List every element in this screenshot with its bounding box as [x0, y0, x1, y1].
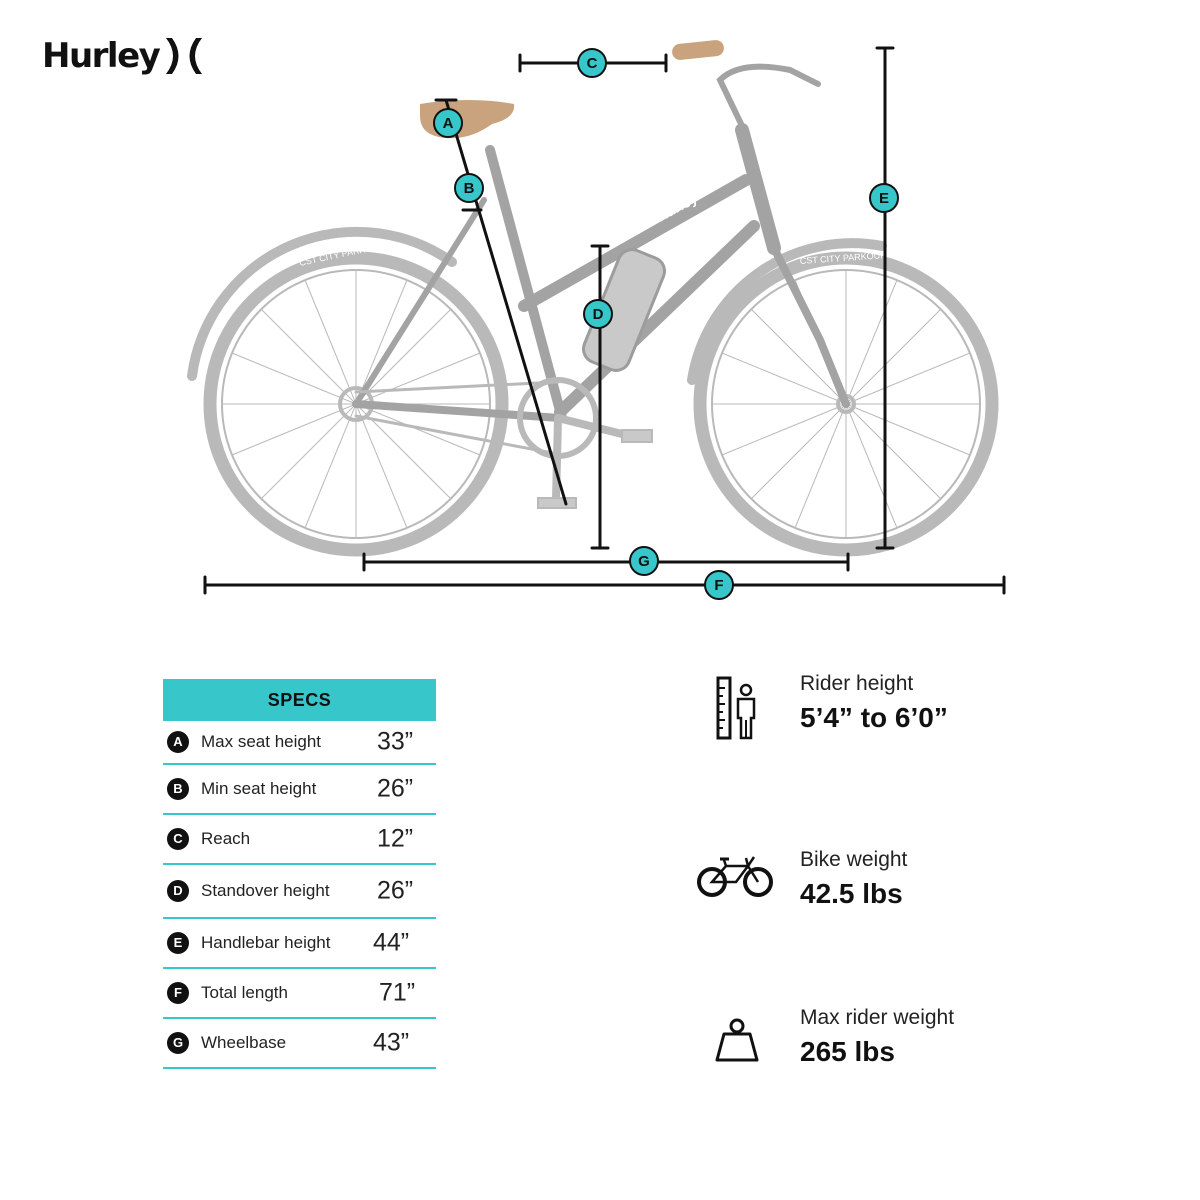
handlebar-grip [671, 39, 724, 60]
spec-label: Standover height [201, 881, 330, 900]
spec-value: 26” [377, 876, 414, 905]
spec-letter-badge: A [167, 731, 189, 753]
brand-name: Hurley [42, 36, 160, 76]
spec-letter-badge: B [167, 778, 189, 800]
spec-row-handlebar-height [163, 919, 436, 969]
stat-value: 5’4” to 6’0” [800, 702, 948, 733]
marker-g [630, 547, 658, 575]
marker-b [455, 174, 483, 202]
svg-text:A: A [442, 115, 454, 132]
marker-d [584, 300, 612, 328]
svg-text:G: G [638, 553, 650, 570]
frame-brand-text: Hurley [653, 190, 700, 225]
spec-label: Max seat height [201, 732, 322, 751]
svg-text:B: B [463, 180, 475, 197]
spec-row-wheelbase [163, 1019, 436, 1069]
stat-value: 42.5 lbs [800, 878, 903, 909]
spec-row-reach [163, 815, 436, 865]
specs-title: SPECS [163, 679, 436, 721]
spec-value: 71” [379, 978, 416, 1007]
spec-row-min-seat-height [163, 765, 436, 815]
svg-text:C: C [586, 55, 598, 72]
stat-label: Rider height [800, 672, 914, 695]
front-tire-text: CST CITY PARKOUR [799, 249, 887, 266]
spec-value: 33” [377, 727, 414, 756]
stat-label: Bike weight [800, 848, 908, 871]
stat-label: Max rider weight [800, 1006, 955, 1029]
spec-value: 44” [373, 928, 410, 957]
spec-letter-badge: G [167, 1032, 189, 1054]
spec-letter-badge: C [167, 828, 189, 850]
spec-row-standover-height [163, 865, 436, 919]
stat-max-rider-weight [800, 1006, 954, 1068]
stat-rider-height [800, 672, 948, 734]
spec-row-max-seat-height [163, 721, 436, 765]
spec-value: 12” [377, 824, 414, 853]
marker-c [578, 49, 606, 77]
ruler-person-icon [716, 676, 760, 742]
spec-label: Handlebar height [201, 933, 331, 952]
spec-value: 43” [373, 1028, 410, 1057]
marker-e [870, 184, 898, 212]
rear-tire-text: CST CITY PARKOUR [298, 240, 386, 268]
spec-label: Reach [201, 829, 251, 848]
spec-label: Total length [201, 983, 288, 1002]
dimension-markers [434, 49, 898, 599]
specs-table [163, 679, 436, 1069]
bicycle-icon [696, 852, 774, 898]
spec-letter-badge: F [167, 982, 189, 1004]
stat-value: 265 lbs [800, 1036, 895, 1067]
stat-bike-weight [800, 848, 907, 910]
svg-text:F: F [714, 577, 724, 594]
marker-f [705, 571, 733, 599]
spec-value: 26” [377, 774, 414, 803]
spec-row-total-length [163, 969, 436, 1019]
spec-label: Min seat height [201, 779, 317, 798]
spec-letter-badge: D [167, 880, 189, 902]
weight-icon [714, 1016, 760, 1064]
svg-text:E: E [878, 190, 890, 207]
spec-label: Wheelbase [201, 1033, 287, 1052]
marker-a [434, 109, 462, 137]
spec-letter-badge: E [167, 932, 189, 954]
svg-text:D: D [592, 306, 604, 323]
